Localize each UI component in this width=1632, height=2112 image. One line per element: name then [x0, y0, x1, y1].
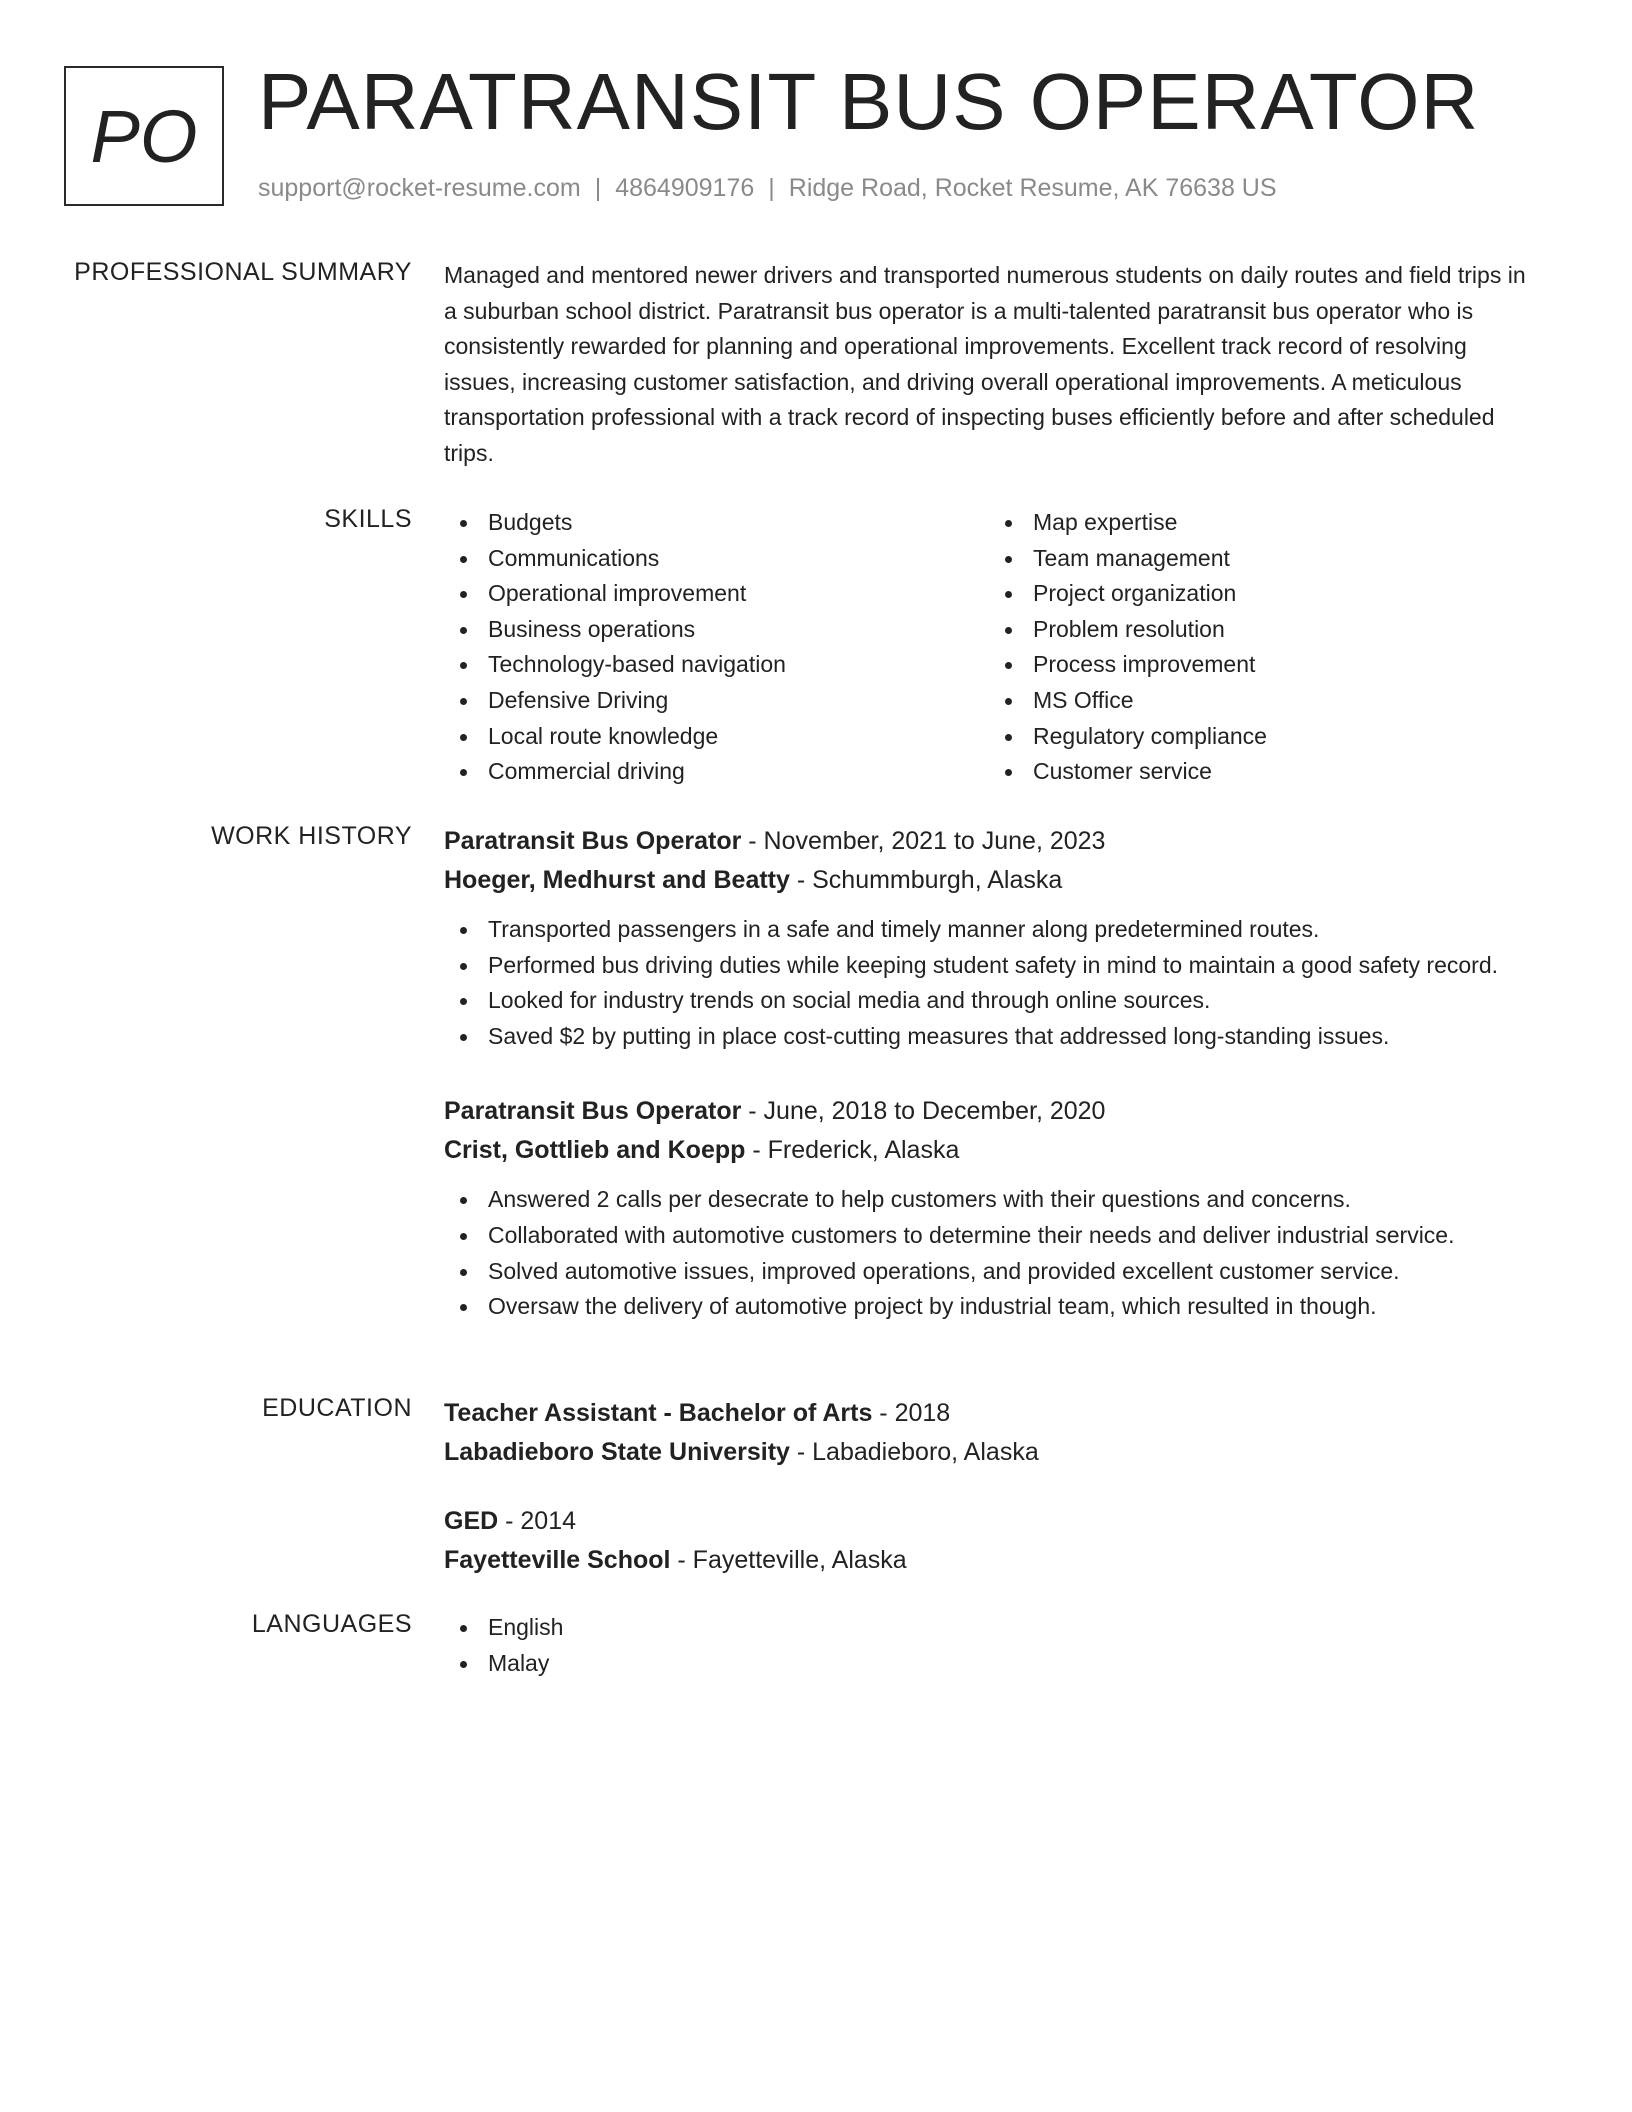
job-duty: Performed bus driving duties while keeping student safety in mind to maintain a good safety record.	[444, 948, 1534, 984]
initials-monogram: PO	[64, 66, 224, 206]
resume-title: PARATRANSIT BUS OPERATOR	[258, 57, 1480, 146]
languages-list	[444, 1610, 1534, 1681]
school-line	[444, 1541, 1534, 1580]
education-entry	[444, 1394, 1534, 1472]
skill-item: Operational improvement	[444, 576, 989, 612]
language-item: English	[444, 1610, 1534, 1646]
skill-item: Map expertise	[989, 505, 1534, 541]
job-location: - Frederick, Alaska	[745, 1136, 960, 1165]
education-entry	[444, 1502, 1534, 1580]
job-duty: Transported passengers in a safe and timely manner along predetermined routes.	[444, 912, 1534, 948]
job-company: Hoeger, Medhurst and Beatty	[444, 866, 790, 894]
skills-heading: SKILLS	[324, 505, 412, 533]
job-company-line	[444, 1131, 1534, 1170]
school: Fayetteville School	[444, 1546, 671, 1574]
school-line	[444, 1433, 1534, 1472]
skill-item: Technology-based navigation	[444, 647, 989, 683]
job-duty: Saved $2 by putting in place cost-cutting measures that addressed long-standing issues.	[444, 1019, 1534, 1055]
contact-address: Ridge Road, Rocket Resume, AK 76638 US	[788, 174, 1277, 202]
job-duty: Solved automotive issues, improved operations, and provided excellent customer service.	[444, 1254, 1534, 1290]
skill-item: Business operations	[444, 612, 989, 648]
job-duties	[444, 1182, 1534, 1324]
degree-line	[444, 1394, 1534, 1433]
language-item: Malay	[444, 1646, 1534, 1682]
skills-list-left	[444, 505, 989, 790]
job-title: Paratransit Bus Operator	[444, 827, 742, 855]
degree-line	[444, 1502, 1534, 1541]
languages-heading: LANGUAGES	[251, 1610, 412, 1638]
skills-list-right	[989, 505, 1534, 790]
contact-separator: |	[594, 174, 602, 202]
job-company: Crist, Gottlieb and Koepp	[444, 1136, 746, 1165]
job-entry	[444, 822, 1534, 1054]
contact-separator: |	[768, 174, 775, 202]
degree-year: - 2014	[498, 1507, 577, 1535]
job-duty: Collaborated with automotive customers to determine their needs and deliver industrial service.	[444, 1218, 1534, 1254]
contact-email[interactable]: support@rocket-resume.com	[258, 174, 581, 202]
job-title: Paratransit Bus Operator	[444, 1097, 742, 1126]
job-duty: Looked for industry trends on social media and through online sources.	[444, 983, 1534, 1019]
skill-item: Team management	[989, 541, 1534, 577]
job-duties	[444, 912, 1534, 1054]
degree: GED	[444, 1507, 499, 1535]
skill-item: Problem resolution	[989, 612, 1534, 648]
job-location: - Schummburgh, Alaska	[789, 866, 1063, 894]
skill-item: Regulatory compliance	[989, 719, 1534, 755]
job-title-line	[444, 822, 1534, 861]
skill-item: Budgets	[444, 505, 989, 541]
summary-heading: PROFESSIONAL SUMMARY	[74, 258, 412, 286]
skill-item: Commercial driving	[444, 754, 989, 790]
contact-phone[interactable]: 4864909176	[615, 174, 755, 202]
job-title-line	[444, 1092, 1534, 1131]
degree: Teacher Assistant - Bachelor of Arts	[444, 1399, 873, 1427]
school: Labadieboro State University	[444, 1438, 790, 1466]
job-dates: - June, 2018 to December, 2020	[741, 1097, 1106, 1126]
skill-item: Defensive Driving	[444, 683, 989, 719]
skill-item: Process improvement	[989, 647, 1534, 683]
summary-text: Managed and mentored newer drivers and transported numerous students on daily routes and field trips in a suburban school district. Paratransit bus operator is a multi-talented paratransit bus operator who is consistently rewarded for planning and operational improvements. Excellent track record of resolving issues, increasing customer satisfaction, and driving overall operational improvements. A meticulous transportation professional with a track record of inspecting buses efficiently before and after scheduled trips.	[444, 262, 1526, 466]
job-entry	[444, 1092, 1534, 1324]
job-duty: Answered 2 calls per desecrate to help customers with their questions and concerns.	[444, 1182, 1534, 1218]
job-duty: Oversaw the delivery of automotive project by industrial team, which resulted in though.	[444, 1289, 1534, 1325]
contact-line	[258, 174, 1277, 203]
degree-year: - 2018	[872, 1399, 951, 1427]
work-history-heading: WORK HISTORY	[211, 822, 412, 850]
job-dates: - November, 2021 to June, 2023	[741, 827, 1106, 855]
school-location: - Fayetteville, Alaska	[670, 1546, 907, 1574]
school-location: - Labadieboro, Alaska	[789, 1438, 1039, 1466]
education-heading: EDUCATION	[262, 1394, 412, 1422]
skill-item: MS Office	[989, 683, 1534, 719]
skill-item: Communications	[444, 541, 989, 577]
skill-item: Project organization	[989, 576, 1534, 612]
skill-item: Customer service	[989, 754, 1534, 790]
skill-item: Local route knowledge	[444, 719, 989, 755]
job-company-line	[444, 861, 1534, 900]
